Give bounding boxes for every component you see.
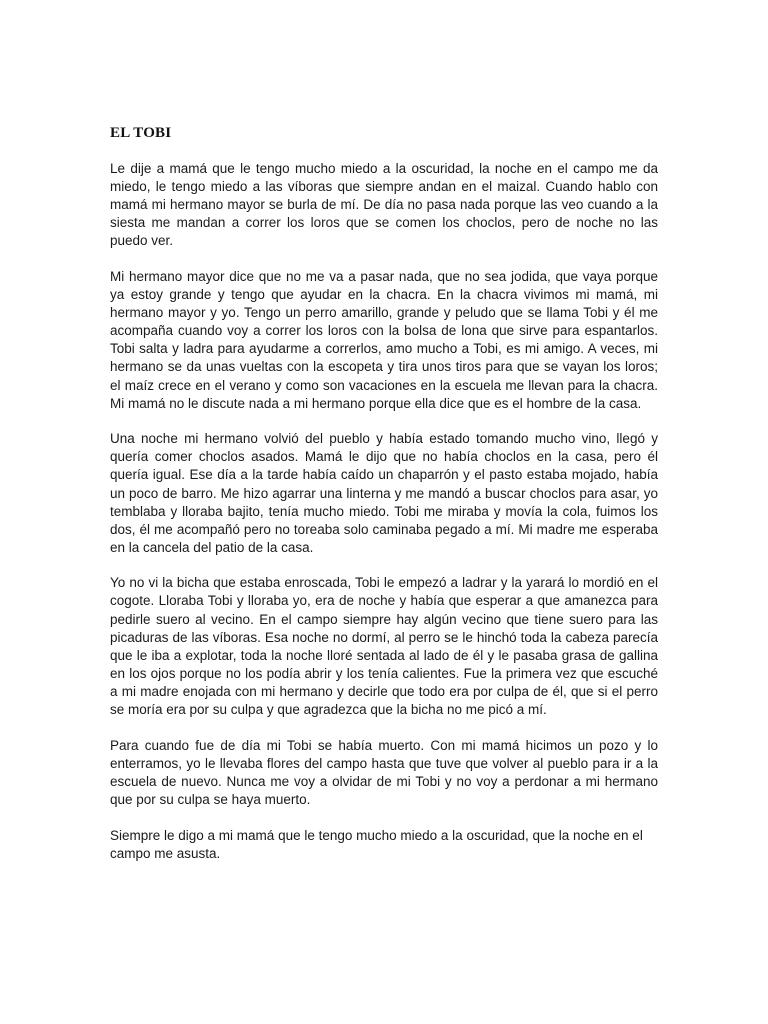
paragraph-3: Una noche mi hermano volvió del pueblo y había estado tomando mucho vino, llegó y quería comer choclos asados. Mamá le dijo que no había choclos en la casa, pero él quería igual. Ese día a la tarde había caído un chaparrón y el pasto estaba mojado, había un poco de barro. Me hizo agarrar una linterna y me mandó a buscar choclos para asar, yo temblaba y lloraba bajito, tenía mucho miedo. Tobi me miraba y movía la cola, fuimos los dos, él me acompañó pero no toreaba solo caminaba pegado a mí. Mi madre me esperaba en la cancela del patio de la casa. [110, 431, 658, 555]
document-body [110, 160, 658, 880]
paragraph-2: Mi hermano mayor dice que no me va a pasar nada, que no sea jodida, que vaya porque ya estoy grande y tengo que ayudar en la chacra. En la chacra vivimos mi mamá, mi hermano mayor y yo. Tengo un perro amarillo, grande y peludo que se llama Tobi y él me acompaña cuando voy a correr los loros con la bolsa de lona que sirve para espantarlos. Tobi salta y ladra para ayudarme a correrlos, amo mucho a Tobi, es mi amigo. A veces, mi hermano se da unas vueltas con la escopeta y tira unos tiros para que se vayan los loros; el maíz crece en el verano y como son vacaciones en la escuela me llevan para la chacra. Mi mamá no le discute nada a mi hermano porque ella dice que es el hombre de la casa. [110, 268, 658, 411]
paragraph-5: Para cuando fue de día mi Tobi se había muerto. Con mi mamá hicimos un pozo y lo enterramos, yo le llevaba flores del campo hasta que tuve que volver al pueblo para ir a la escuela de nuevo. Nunca me voy a olvidar de mi Tobi y no voy a perdonar a mi hermano que por su culpa se haya muerto. [110, 737, 658, 807]
paragraph-1: Le dije a mamá que le tengo mucho miedo a la oscuridad, la noche en el campo me da miedo, le tengo miedo a las víboras que siempre andan en el maizal. Cuando hablo con mamá mi hermano mayor se burla de mí. De día no pasa nada porque las veo cuando a la siesta me mandan a correr los loros que se comen los choclos, pero de noche no las puedo ver. [110, 161, 658, 249]
paragraph-6: Siempre le digo a mi mamá que le tengo mucho miedo a la oscuridad, que la noche en el campo me asusta. [110, 827, 643, 861]
paragraph-4: Yo no vi la bicha que estaba enroscada, Tobi le empezó a ladrar y la yarará lo mordió en el cogote. Lloraba Tobi y lloraba yo, era de noche y había que esperar a que amanezca para pedirle suero al vecino. En el campo siempre hay algún vecino que tiene suero para las picaduras de las víboras. Esa noche no dormí, al perro se le hinchó toda la cabeza parecía que le iba a explotar, toda la noche lloré sentada al lado de él y le pasaba grasa de gallina en los ojos porque no los podía abrir y los tenía calientes. Fue la primera vez que escuché a mi madre enojada con mi hermano y decirle que todo era por culpa de él, que si el perro se moría era por su culpa y que agradezca que la bicha no me picó a mí. [110, 575, 658, 718]
document-title: EL TOBI [110, 125, 172, 141]
